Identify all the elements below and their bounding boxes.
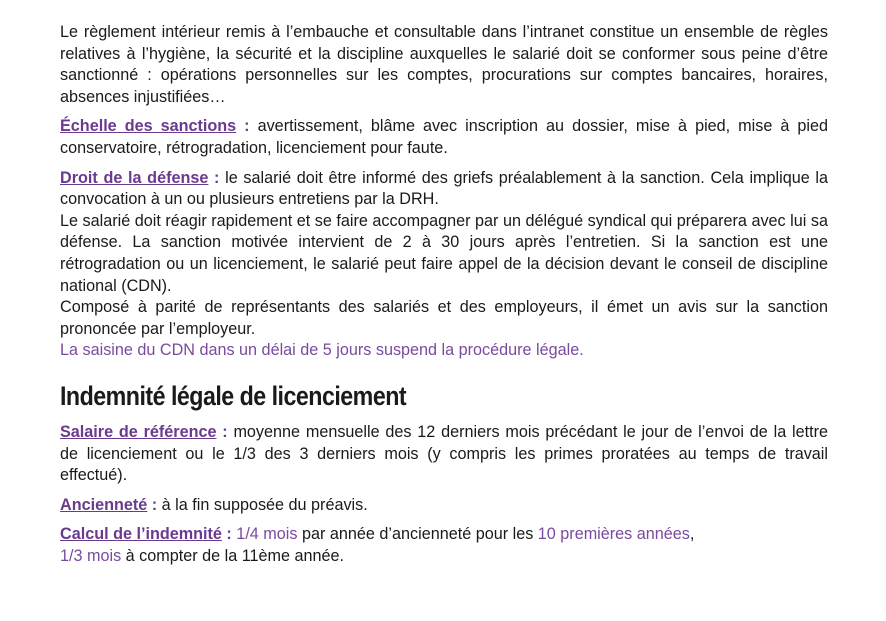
document-page	[60, 22, 828, 567]
anciennete-colon: :	[147, 495, 158, 514]
anciennete-text: à la fin supposée du préavis.	[157, 495, 368, 514]
salaire-paragraph	[60, 422, 828, 487]
calcul-part4: ,	[689, 525, 695, 544]
defense-paragraph-3: Composé à parité de représentants des salariés et des employeurs, il émet un avis sur la sanction prononcée par l’employeur.	[60, 298, 828, 338]
anciennete-label: Ancienneté	[60, 495, 148, 514]
intro-paragraph: Le règlement intérieur remis à l’embauche et consultable dans l’intranet constitue un ensemble de règles relatives à l’hygiène, la sécurité et la discipline auxquelles le salarié doit se conformer sous peine d’être sanctionné : opérations personnelles sur les comptes, procurations sur comptes bancaires, horaires, absences injustifiées…	[60, 23, 828, 106]
sanctions-paragraph	[60, 116, 828, 159]
salaire-label: Salaire de référence	[60, 422, 217, 441]
defense-colon: :	[208, 168, 220, 187]
calcul-part6: à compter de la 11ème année.	[121, 546, 345, 565]
salaire-colon: :	[216, 422, 228, 441]
salaire-text: moyenne mensuelle des 12 derniers mois précédant le jour de l’envoi de la lettre de licenciement ou le 1/3 des 3 derniers mois (y compris les primes proratées au temps de travail effectué).	[60, 422, 828, 485]
defense-text: le salarié doit être informé des griefs préalablement à la sanction. Cela implique la convocation à un ou plusieurs entretiens par la DRH.	[60, 168, 829, 209]
sanctions-colon: :	[236, 117, 250, 136]
sanctions-label: Échelle des sanctions	[60, 117, 237, 136]
calcul-part3: 10 premières années	[537, 525, 690, 544]
calcul-part2: par année d’ancienneté pour les	[297, 525, 538, 544]
calcul-part5: 1/3 mois	[60, 546, 122, 565]
cdn-highlight: La saisine du CDN dans un délai de 5 jours suspend la procédure légale.	[60, 341, 584, 360]
defense-paragraph-2: Le salarié doit réagir rapidement et se faire accompagner par un délégué syndical qui préparera avec lui sa défense. La sanction motivée intervient de 2 à 30 jours après l’entretien. Si la sanction est une rétrogradation ou un licenciement, le salarié peut faire appel de la décision devant le conseil de discipline national (CDN).	[60, 211, 828, 295]
defense-label: Droit de la défense	[60, 168, 209, 187]
calcul-part1: 1/4 mois	[231, 525, 298, 544]
calcul-label: Calcul de l’indemnité	[60, 525, 222, 544]
anciennete-paragraph	[60, 495, 828, 517]
defense-paragraph	[60, 168, 828, 211]
section-heading: Indemnité légale de licenciement	[60, 380, 407, 411]
calcul-colon: :	[221, 525, 232, 544]
sanctions-text: avertissement, blâme avec inscription au dossier, mise à pied, mise à pied conservatoire, rétrogradation, licenciement pour faute.	[60, 117, 828, 157]
calcul-paragraph	[60, 524, 828, 567]
